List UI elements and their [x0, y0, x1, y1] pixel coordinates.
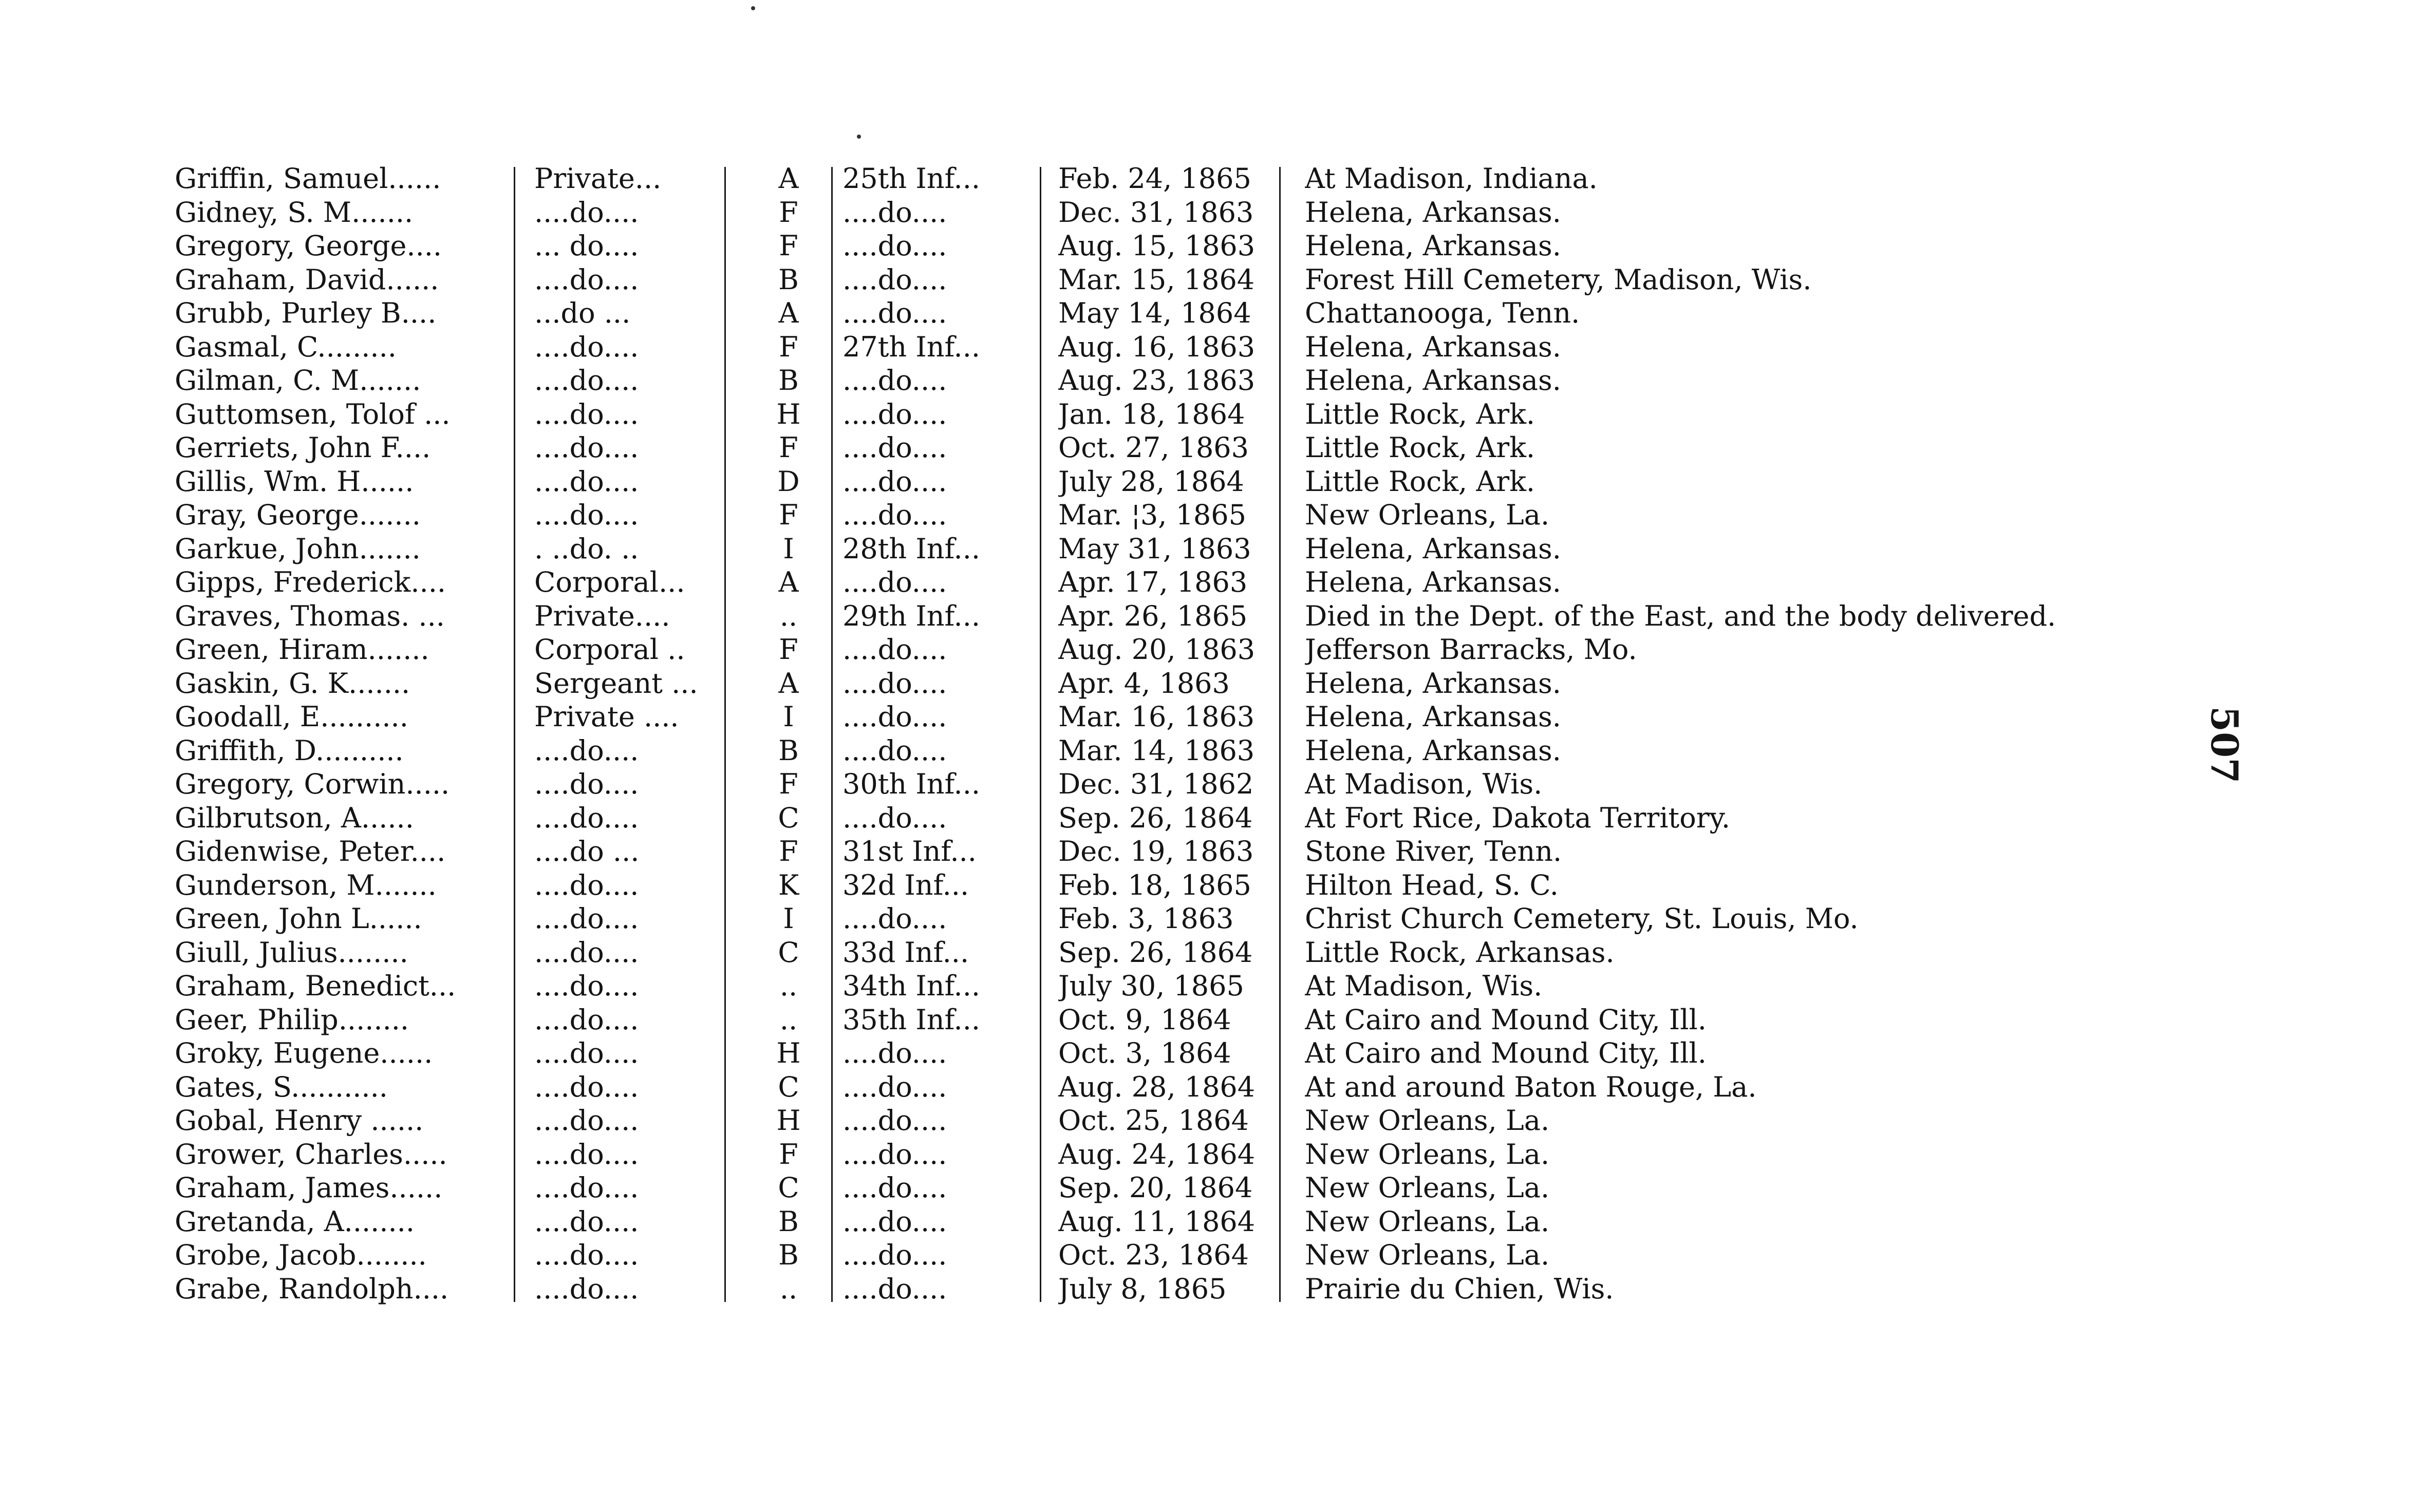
- regiment: 25th Inf...: [842, 162, 981, 195]
- date-of-death: Sep. 26, 1864: [1058, 936, 1253, 969]
- date-of-death: Aug. 24, 1864: [1058, 1138, 1256, 1170]
- burial-place: Little Rock, Ark.: [1305, 431, 1535, 464]
- soldier-name: Gasmal, C.........: [175, 330, 397, 363]
- table-row: [175, 263, 2178, 297]
- burial-place: Hilton Head, S. C.: [1305, 868, 1559, 901]
- company: H: [776, 398, 801, 430]
- company: F: [779, 431, 798, 464]
- rank: ....do....: [534, 330, 639, 363]
- company: F: [779, 330, 798, 363]
- soldier-name: Gray, George.......: [175, 499, 421, 531]
- rank: ....do....: [534, 431, 639, 464]
- soldier-name: Grubb, Purley B....: [175, 297, 437, 329]
- table-row: [175, 1272, 2178, 1306]
- date-of-death: Aug. 11, 1864: [1058, 1205, 1256, 1238]
- soldier-name: Gipps, Frederick....: [175, 566, 446, 598]
- burial-place: Helena, Arkansas.: [1305, 701, 1561, 733]
- rank: ....do....: [534, 1205, 639, 1238]
- rank: Corporal ..: [534, 633, 685, 666]
- regiment: ....do....: [842, 297, 947, 329]
- burial-place: Prairie du Chien, Wis.: [1305, 1272, 1614, 1305]
- soldier-name: Graves, Thomas. ...: [175, 599, 445, 632]
- date-of-death: July 8, 1865: [1058, 1272, 1227, 1305]
- soldier-name: Gillis, Wm. H......: [175, 465, 414, 498]
- soldier-name: Gunderson, M.......: [175, 868, 437, 901]
- table-row: [175, 330, 2178, 364]
- table-row: [175, 767, 2178, 801]
- print-speck: [857, 135, 861, 139]
- burial-place: Little Rock, Arkansas.: [1305, 936, 1615, 969]
- table-row: [175, 1171, 2178, 1205]
- company: F: [779, 633, 798, 666]
- burial-roster-table: [175, 162, 2178, 1306]
- table-row: [175, 1036, 2178, 1070]
- soldier-name: Giull, Julius........: [175, 936, 408, 969]
- soldier-name: Griffith, D..........: [175, 734, 404, 767]
- regiment: 33d Inf...: [842, 936, 969, 969]
- burial-place: At Cairo and Mound City, Ill.: [1305, 1037, 1707, 1069]
- company: I: [783, 701, 794, 733]
- soldier-name: Garkue, John.......: [175, 532, 421, 565]
- date-of-death: Aug. 28, 1864: [1058, 1070, 1256, 1103]
- regiment: ....do....: [842, 499, 947, 531]
- regiment: ....do....: [842, 1104, 947, 1137]
- regiment: ....do....: [842, 1138, 947, 1170]
- table-row: [175, 801, 2178, 835]
- soldier-name: Guttomsen, Tolof ...: [175, 398, 451, 430]
- rank: ....do....: [534, 1272, 639, 1305]
- company: ..: [779, 970, 798, 1002]
- regiment: ....do....: [842, 364, 947, 396]
- rank: ....do....: [534, 196, 639, 229]
- rank: ....do....: [534, 1070, 639, 1103]
- rank: ....do....: [534, 936, 639, 969]
- rank: ... do....: [534, 230, 639, 262]
- company: A: [778, 566, 799, 598]
- company: A: [778, 297, 799, 329]
- regiment: ....do....: [842, 734, 947, 767]
- company: A: [778, 162, 799, 195]
- rank: Corporal...: [534, 566, 685, 598]
- regiment: 27th Inf...: [842, 330, 981, 363]
- rank: ....do....: [534, 970, 639, 1002]
- burial-place: Little Rock, Ark.: [1305, 465, 1535, 498]
- burial-place: At Cairo and Mound City, Ill.: [1305, 1003, 1707, 1036]
- soldier-name: Gidney, S. M.......: [175, 196, 414, 229]
- rank: ....do....: [534, 1003, 639, 1036]
- soldier-name: Gaskin, G. K.......: [175, 667, 410, 700]
- company: F: [779, 768, 798, 800]
- burial-place: Jefferson Barracks, Mo.: [1305, 633, 1637, 666]
- burial-place: Helena, Arkansas.: [1305, 566, 1561, 598]
- soldier-name: Gates, S...........: [175, 1070, 388, 1103]
- date-of-death: Aug. 15, 1863: [1058, 230, 1256, 262]
- date-of-death: May 14, 1864: [1058, 297, 1251, 329]
- date-of-death: Sep. 20, 1864: [1058, 1171, 1253, 1204]
- date-of-death: Apr. 17, 1863: [1058, 566, 1248, 598]
- regiment: ....do....: [842, 1239, 947, 1271]
- rank: ....do....: [534, 1138, 639, 1170]
- burial-place: Helena, Arkansas.: [1305, 364, 1561, 396]
- soldier-name: Gretanda, A........: [175, 1205, 415, 1238]
- date-of-death: Feb. 3, 1863: [1058, 902, 1234, 935]
- rank: ....do....: [534, 768, 639, 800]
- soldier-name: Goodall, E..........: [175, 701, 408, 733]
- regiment: 30th Inf...: [842, 768, 981, 800]
- soldier-name: Geer, Philip........: [175, 1003, 409, 1036]
- burial-place: New Orleans, La.: [1305, 499, 1550, 531]
- regiment: ....do....: [842, 633, 947, 666]
- table-row: [175, 465, 2178, 499]
- company: B: [778, 1205, 799, 1238]
- soldier-name: Gilman, C. M.......: [175, 364, 421, 396]
- burial-place: Little Rock, Ark.: [1305, 398, 1535, 430]
- burial-place: Helena, Arkansas.: [1305, 230, 1561, 262]
- burial-place: New Orleans, La.: [1305, 1205, 1550, 1238]
- soldier-name: Grobe, Jacob........: [175, 1239, 427, 1271]
- regiment: ....do....: [842, 667, 947, 700]
- burial-place: New Orleans, La.: [1305, 1171, 1550, 1204]
- rank: . ..do. ..: [534, 532, 639, 565]
- table-row: [175, 1205, 2178, 1239]
- date-of-death: Aug. 23, 1863: [1058, 364, 1256, 396]
- soldier-name: Green, Hiram.......: [175, 633, 429, 666]
- date-of-death: Oct. 25, 1864: [1058, 1104, 1249, 1137]
- rank: Sergeant ...: [534, 667, 698, 700]
- company: F: [779, 835, 798, 867]
- table-row: [175, 162, 2178, 196]
- date-of-death: Feb. 24, 1865: [1058, 162, 1251, 195]
- rank: ...do ...: [534, 297, 631, 329]
- company: F: [779, 499, 798, 531]
- page-number: 507: [2203, 706, 2246, 784]
- table-row: [175, 1238, 2178, 1272]
- company: ..: [779, 1003, 798, 1036]
- regiment: ....do....: [842, 701, 947, 733]
- soldier-name: Gilbrutson, A......: [175, 801, 414, 834]
- rank: ....do....: [534, 1239, 639, 1271]
- burial-place: New Orleans, La.: [1305, 1138, 1550, 1170]
- company: H: [776, 1104, 801, 1137]
- date-of-death: Mar. 15, 1864: [1058, 263, 1255, 296]
- date-of-death: Feb. 18, 1865: [1058, 868, 1251, 901]
- table-row: [175, 498, 2178, 532]
- company: F: [779, 1138, 798, 1170]
- regiment: ....do....: [842, 263, 947, 296]
- soldier-name: Grower, Charles.....: [175, 1138, 447, 1170]
- burial-place: Chattanooga, Tenn.: [1305, 297, 1580, 329]
- soldier-name: Graham, David......: [175, 263, 439, 296]
- date-of-death: Jan. 18, 1864: [1058, 398, 1245, 430]
- regiment: ....do....: [842, 465, 947, 498]
- rank: Private....: [534, 599, 670, 632]
- company: K: [778, 868, 799, 901]
- date-of-death: Dec. 19, 1863: [1058, 835, 1254, 867]
- regiment: ....do....: [842, 801, 947, 834]
- company: I: [783, 902, 794, 935]
- soldier-name: Gregory, Corwin.....: [175, 768, 450, 800]
- regiment: ....do....: [842, 1272, 947, 1305]
- table-row: [175, 532, 2178, 566]
- rank: ....do....: [534, 801, 639, 834]
- regiment: ....do....: [842, 196, 947, 229]
- table-row: [175, 936, 2178, 970]
- date-of-death: Dec. 31, 1862: [1058, 768, 1254, 800]
- regiment: 32d Inf...: [842, 868, 969, 901]
- company: I: [783, 532, 794, 565]
- company: C: [778, 1070, 799, 1103]
- burial-place: Christ Church Cemetery, St. Louis, Mo.: [1305, 902, 1859, 935]
- table-row: [175, 1003, 2178, 1037]
- table-row: [175, 565, 2178, 599]
- rank: ....do....: [534, 263, 639, 296]
- rank: ....do....: [534, 868, 639, 901]
- regiment: ....do....: [842, 398, 947, 430]
- table-row: [175, 700, 2178, 734]
- soldier-name: Gregory, George....: [175, 230, 442, 262]
- rank: ....do....: [534, 364, 639, 396]
- date-of-death: Oct. 23, 1864: [1058, 1239, 1249, 1271]
- rank: Private ....: [534, 701, 679, 733]
- company: F: [779, 196, 798, 229]
- company: ..: [779, 599, 798, 632]
- regiment: 35th Inf...: [842, 1003, 981, 1036]
- company: H: [776, 1037, 801, 1069]
- regiment: ....do....: [842, 1205, 947, 1238]
- soldier-name: Graham, James......: [175, 1171, 443, 1204]
- table-row: [175, 431, 2178, 465]
- company: F: [779, 230, 798, 262]
- date-of-death: Mar. 16, 1863: [1058, 701, 1255, 733]
- rank: ....do....: [534, 398, 639, 430]
- company: C: [778, 1171, 799, 1204]
- burial-place: At Madison, Wis.: [1305, 768, 1543, 800]
- date-of-death: July 30, 1865: [1058, 970, 1244, 1002]
- burial-place: Forest Hill Cemetery, Madison, Wis.: [1305, 263, 1812, 296]
- date-of-death: Aug. 16, 1863: [1058, 330, 1256, 363]
- company: D: [777, 465, 800, 498]
- burial-place: At Madison, Indiana.: [1305, 162, 1598, 195]
- burial-place: Stone River, Tenn.: [1305, 835, 1562, 867]
- soldier-name: Griffin, Samuel......: [175, 162, 441, 195]
- table-row: [175, 902, 2178, 936]
- table-row: [175, 1104, 2178, 1138]
- company: A: [778, 667, 799, 700]
- regiment: ....do....: [842, 566, 947, 598]
- burial-place: At Madison, Wis.: [1305, 970, 1543, 1002]
- table-row: [175, 1070, 2178, 1104]
- company: C: [778, 801, 799, 834]
- date-of-death: Oct. 27, 1863: [1058, 431, 1249, 464]
- regiment: 29th Inf...: [842, 599, 981, 632]
- burial-place: Died in the Dept. of the East, and the body delivered.: [1305, 599, 2056, 632]
- company: B: [778, 364, 799, 396]
- soldier-name: Gerriets, John F....: [175, 431, 431, 464]
- burial-place: Helena, Arkansas.: [1305, 330, 1561, 363]
- regiment: 28th Inf...: [842, 532, 981, 565]
- table-row: [175, 398, 2178, 431]
- date-of-death: Dec. 31, 1863: [1058, 196, 1254, 229]
- regiment: 34th Inf...: [842, 970, 981, 1002]
- burial-place: New Orleans, La.: [1305, 1239, 1550, 1271]
- date-of-death: Aug. 20, 1863: [1058, 633, 1256, 666]
- soldier-name: Gobal, Henry ......: [175, 1104, 424, 1137]
- regiment: ....do....: [842, 1171, 947, 1204]
- soldier-name: Gidenwise, Peter....: [175, 835, 446, 867]
- regiment: ....do....: [842, 902, 947, 935]
- table-row: [175, 229, 2178, 263]
- burial-place: Helena, Arkansas.: [1305, 532, 1561, 565]
- regiment: ....do....: [842, 1037, 947, 1069]
- regiment: 31st Inf...: [842, 835, 977, 867]
- table-row: [175, 1138, 2178, 1171]
- table-row: [175, 364, 2178, 398]
- rank: ....do....: [534, 465, 639, 498]
- date-of-death: Mar. 14, 1863: [1058, 734, 1255, 767]
- date-of-death: Mar. ¦3, 1865: [1058, 499, 1247, 531]
- soldier-name: Grabe, Randolph....: [175, 1272, 449, 1305]
- burial-place: New Orleans, La.: [1305, 1104, 1550, 1137]
- company: B: [778, 263, 799, 296]
- rank: Private...: [534, 162, 662, 195]
- rank: ....do....: [534, 499, 639, 531]
- company: ..: [779, 1272, 798, 1305]
- date-of-death: Apr. 26, 1865: [1058, 599, 1248, 632]
- rank: ....do....: [534, 1104, 639, 1137]
- date-of-death: Sep. 26, 1864: [1058, 801, 1253, 834]
- soldier-name: Groky, Eugene......: [175, 1037, 433, 1069]
- rank: ....do....: [534, 1171, 639, 1204]
- company: B: [778, 734, 799, 767]
- table-row: [175, 667, 2178, 701]
- rank: ....do....: [534, 734, 639, 767]
- rank: ....do....: [534, 1037, 639, 1069]
- table-row: [175, 633, 2178, 667]
- table-row: [175, 734, 2178, 768]
- date-of-death: May 31, 1863: [1058, 532, 1251, 565]
- burial-place: Helena, Arkansas.: [1305, 196, 1561, 229]
- soldier-name: Green, John L......: [175, 902, 422, 935]
- table-row: [175, 296, 2178, 330]
- table-row: [175, 599, 2178, 633]
- table-row: [175, 868, 2178, 902]
- date-of-death: July 28, 1864: [1058, 465, 1244, 498]
- rank: ....do....: [534, 902, 639, 935]
- table-row: [175, 835, 2178, 868]
- burial-place: At and around Baton Rouge, La.: [1305, 1070, 1757, 1103]
- burial-place: Helena, Arkansas.: [1305, 734, 1561, 767]
- table-row: [175, 196, 2178, 230]
- company: B: [778, 1239, 799, 1271]
- regiment: ....do....: [842, 1070, 947, 1103]
- table-row: [175, 969, 2178, 1003]
- print-speck: [751, 6, 755, 10]
- date-of-death: Apr. 4, 1863: [1058, 667, 1230, 700]
- company: C: [778, 936, 799, 969]
- regiment: ....do....: [842, 230, 947, 262]
- rank: ....do ...: [534, 835, 640, 867]
- soldier-name: Graham, Benedict...: [175, 970, 456, 1002]
- burial-place: Helena, Arkansas.: [1305, 667, 1561, 700]
- regiment: ....do....: [842, 431, 947, 464]
- date-of-death: Oct. 9, 1864: [1058, 1003, 1231, 1036]
- burial-place: At Fort Rice, Dakota Territory.: [1305, 801, 1731, 834]
- date-of-death: Oct. 3, 1864: [1058, 1037, 1231, 1069]
